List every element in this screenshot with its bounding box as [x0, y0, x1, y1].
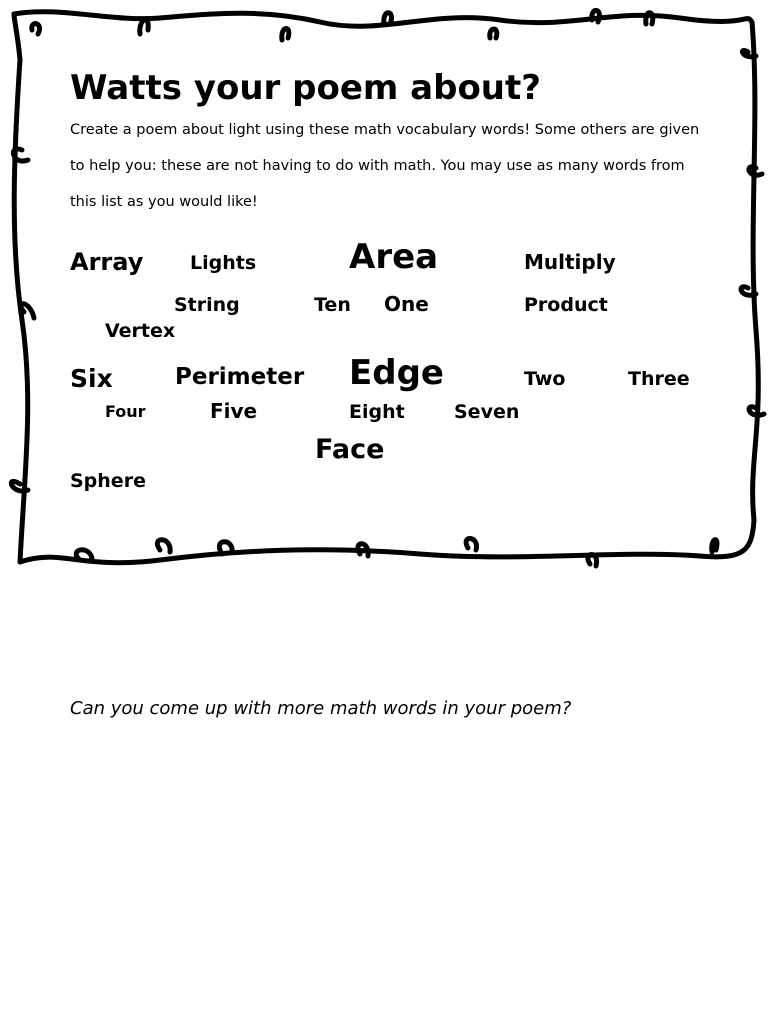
word-area: Area — [349, 237, 439, 277]
word-one: One — [384, 292, 429, 316]
word-product: Product — [524, 294, 608, 316]
word-vertex: Vertex — [105, 320, 176, 342]
word-two: Two — [524, 368, 566, 390]
word-eight: Eight — [349, 401, 405, 423]
word-face: Face — [315, 434, 385, 465]
word-sphere: Sphere — [70, 470, 146, 492]
worksheet-instructions: Create a poem about light using these math vocabulary words! Some others are given to help you: these are not having to do with math. You may use as many words from this list as you would like! — [70, 122, 700, 210]
word-seven: Seven — [454, 401, 520, 423]
worksheet-title: Watts your poem about? — [70, 68, 541, 108]
word-edge: Edge — [349, 353, 444, 393]
worksheet-prompt: Can you come up with more math words in your poem? — [70, 698, 572, 719]
word-three: Three — [628, 368, 690, 390]
word-ten: Ten — [314, 294, 351, 316]
word-six: Six — [70, 364, 113, 393]
word-array: Array — [70, 248, 144, 276]
word-five: Five — [210, 399, 258, 423]
word-multiply: Multiply — [524, 250, 616, 274]
word-four: Four — [105, 402, 146, 421]
word-string: String — [174, 294, 240, 316]
word-lights: Lights — [190, 252, 257, 274]
word-perimeter: Perimeter — [175, 364, 305, 390]
